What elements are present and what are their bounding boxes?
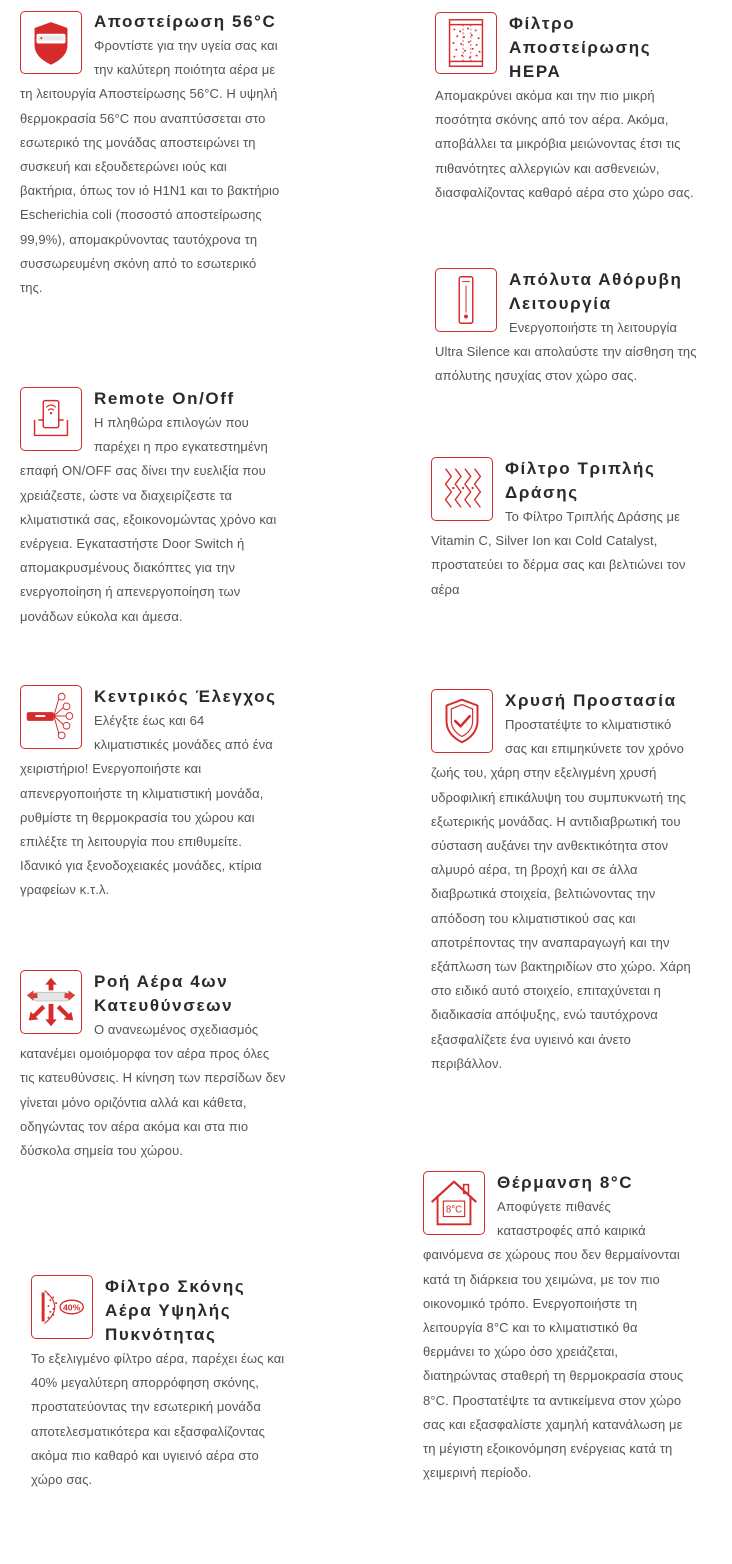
silence-mode-icon	[435, 268, 497, 332]
feature-title: Φίλτρο Αποστείρωσης HEPA	[509, 14, 652, 81]
feature-title: Φίλτρο Τριπλής Δράσης	[505, 459, 656, 502]
feature-description: Ελέγξτε έως και 64 κλιματιστικές μονάδες από ένα χειριστήριο! Ενεργοποιήστε και απενεργοποιήστε τη κλιματιστική μονάδα, ρυθμίστε τη θερμοκρασία του χώρου και επιλέξτε τη λειτουργία που επιθυμείτε. Ιδανικό για ξενοδοχειακές μονάδες, κτίρια γραφείων κ.τ.λ.	[20, 713, 273, 898]
feature-silence-mode	[435, 268, 697, 389]
triple-filter-icon	[431, 457, 493, 521]
feature-central-control	[20, 685, 282, 903]
hepa-filter-icon	[435, 12, 497, 74]
feature-title: Ροή Αέρα 4ων Κατευθύνσεων	[94, 972, 234, 1015]
feature-title: Θέρμανση 8°C	[497, 1173, 634, 1192]
feature-sterilization	[20, 10, 282, 300]
feature-title: Κεντρικός Έλεγχος	[94, 687, 277, 706]
feature-remote-onoff	[20, 387, 282, 629]
feature-description: Ενεργοποιήστε τη λειτουργία Ultra Silence και απολαύστε την αίσθηση της απόλυτης ησυχίας στον χώρο σας.	[435, 320, 697, 384]
feature-description: Απομακρύνει ακόμα και την πιο μικρή ποσότητα σκόνης από τον αέρα. Ακόμα, αποβάλλει τα μικρόβια μειώνοντας έτσι τις πιθανότητες αλλεργιών και ασθενειών, διασφαλίζοντας καθαρό αέρα στο χώρο σας.	[435, 88, 694, 200]
feature-title: Απόλυτα Αθόρυβη Λειτουργία	[509, 270, 683, 313]
feature-title: Αποστείρωση 56°C	[94, 12, 277, 31]
feature-hepa-filter	[435, 12, 697, 205]
feature-description: Προστατέψτε το κλιματιστικό σας και επιμηκύνετε τον χρόνο ζωής του, χάρη στην εξελιγμένη χρυσή υδροφιλική επικάλυψη του συμπυκνωτή της εξωτερικής μονάδας. Η αντιδιαβρωτική του σύσταση αυξάνει την ανθεκτικότητα στον αλμυρό αέρα, τη βροχή και σε άλλα διαβρωτικά στοιχεία, βελτιώνοντας την απόδοση του κλιματιστικού σας και αποτρέποντας την αναπαραγωγή και την εξάπλωση των βακτηριδίων στο χώρο. Χάρη στο ειδικό αυτό στοιχείο, επιταχύνεται η διαδικασία απόψυξης, ενώ ταυτόχρονα εξασφαλίζετε ένα υγιεινό και άνετο περιβάλλον.	[431, 717, 691, 1071]
shield-check-icon	[431, 689, 493, 753]
house-8c-icon	[423, 1171, 485, 1235]
central-control-icon	[20, 685, 82, 749]
feature-description: Το εξελιγμένο φίλτρο αέρα, παρέχει έως και 40% μεγαλύτερη απορρόφηση σκόνης, προστατεύοντας την εσωτερική μονάδα αποτελεσματικότερα και εξασφαλίζοντας ακόμα πιο καθαρό και υγιεινό αέρα στο χώρο σας.	[31, 1351, 285, 1488]
feature-title: Φίλτρο Σκόνης Αέρα Υψηλής Πυκνότητας	[105, 1277, 246, 1344]
feature-description: Ο ανανεωμένος σχεδιασμός κατανέμει ομοιόμορφα τον αέρα προς όλες τις κατευθύνσεις. Η κίνηση των περσίδων δεν γίνεται μόνο οριζόντια αλλά και κάθετα, οδηγώντας τον αέρα ακόμα και στα πιο δύσκολα σημεία του χώρου.	[20, 1022, 286, 1159]
feature-title: Remote On/Off	[94, 389, 235, 408]
feature-description: Η πληθώρα επιλογών που παρέχει η προ εγκατεστημένη επαφή ON/OFF σας δίνει την ευελιξία που χρειάζεστε, ώστε να διαχειρίζεστε τα κλιματιστικά σας, εξοικονομώντας χρόνο και ενέργεια. Εγκαταστήστε Door Switch ή απομακρυσμένους διακόπτες για την ενεργοποίηση ή απενεργοποίηση των μονάδων εύκολα και άμεσα.	[20, 415, 277, 624]
feature-heating-8c	[423, 1171, 685, 1485]
feature-description: Το Φίλτρο Τριπλής Δράσης με Vitamin C, Silver Ion και Cold Catalyst, προστατεύει το δέρμα σας και βελτιώνει τον αέρα	[431, 509, 686, 597]
feature-dust-filter	[31, 1275, 293, 1492]
feature-title: Χρυσή Προστασία	[505, 691, 677, 710]
sterilization-icon	[20, 11, 82, 74]
remote-switch-icon	[20, 387, 82, 451]
feature-gold-protection	[431, 689, 693, 1076]
feature-four-way-airflow	[20, 970, 286, 1163]
house-8c-label: 8°C	[445, 1204, 463, 1216]
feature-description: Αποφύγετε πιθανές καταστροφές από καιρικά φαινόμενα σε χώρους που δεν θερμαίνονται κατά τη διάρκεια του χειμώνα, με τον πιο οικονομικό τρόπο. Ενεργοποιήστε τη λειτουργία 8°C και το κλιματιστικό θα θερμάνει το χώρο όσο χρειάζεται, διατηρώντας σταθερή τη θερμοκρασία στους 8°C. Προστατέψτε τα αντικείμενα στον χώρο σας και εξασφαλίστε χαμηλή κατανάλωση με τη μέγιστη εξοικονόμηση ενέργειας κατά τη χειμερινή περίοδο.	[423, 1199, 684, 1481]
feature-description: Φροντίστε για την υγεία σας και την καλύτερη ποιότητα αέρα με τη λειτουργία Αποστείρωσης 56°C. Η υψηλή θερμοκρασία 56°C που αναπτύσσεται στο εσωτερικό της μονάδας αποστειρώνει τη συσκευή και εξουδετερώνει ιούς και βακτήρια, όπως τον ιό H1N1 και το βακτήριο Escherichia coli (ποσοστό αποστείρωσης 99,9%), απομακρύνοντας ταυτόχρονα τη συσσωρευμένη σκόνη από το εσωτερικό της.	[20, 38, 280, 296]
dust-filter-40-icon	[31, 1275, 93, 1339]
feature-triple-filter	[431, 457, 693, 602]
four-way-airflow-icon	[20, 970, 82, 1034]
dust-filter-40-label: 40%	[62, 1302, 81, 1313]
